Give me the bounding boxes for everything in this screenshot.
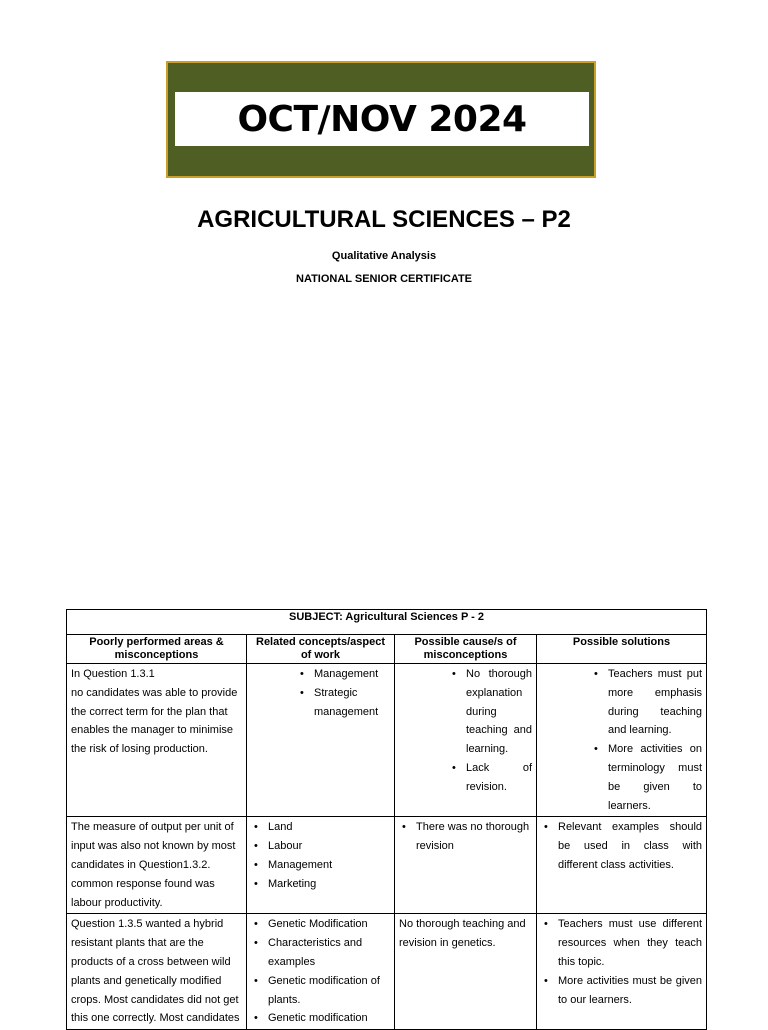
- causes-text: No thorough teaching and revision in genetics.: [399, 918, 526, 950]
- list-item: • Management: [297, 665, 390, 684]
- areas-text: no candidates was able to provide the correct term for the plan that enables the manager to minimise the risk of losing production.: [71, 686, 238, 756]
- header-concepts: Related concepts/aspect of work: [247, 635, 395, 664]
- list-item: • Land: [251, 818, 390, 837]
- areas-text: The measure of output per unit of input was also not known by most candidates in Question1.3.2. common response found was labour productivity.: [71, 821, 236, 909]
- exam-date: OCT/NOV 2024: [237, 98, 527, 140]
- list-item: • Marketing: [251, 875, 390, 894]
- areas-cell: [67, 817, 247, 914]
- list-item: • Genetic modification of plants.: [251, 972, 390, 1010]
- list-item: • Management: [251, 856, 390, 875]
- list-item: • There was no thorough revision: [399, 818, 532, 856]
- list-item: • Genetic modification: [251, 1009, 390, 1028]
- table-row: [67, 914, 707, 1030]
- list-item: • Labour: [251, 837, 390, 856]
- subject-header: SUBJECT: Agricultural Sciences P - 2: [67, 610, 707, 635]
- list-item: • Characteristics and examples: [251, 934, 390, 972]
- table-row: [67, 664, 707, 817]
- header-areas: Poorly performed areas & misconceptions: [67, 635, 247, 664]
- list-item: • No thorough explanation during teaching and learning.: [449, 665, 532, 759]
- list-item: • Teachers must use different resources when they teach this topic.: [541, 915, 702, 971]
- date-banner: [166, 61, 596, 178]
- causes-cell: [395, 817, 537, 914]
- list-item: • Relevant examples should be used in class with different class activities.: [541, 818, 702, 874]
- date-banner-label-box: [175, 92, 589, 146]
- solutions-cell: [537, 664, 707, 817]
- list-item: • Lack of revision.: [449, 759, 532, 797]
- list-item: • More activities on terminology must be given to learners.: [591, 740, 702, 815]
- header-causes: Possible cause/s of misconceptions: [395, 635, 537, 664]
- document-title: AGRICULTURAL SCIENCES – P2: [197, 206, 571, 233]
- solutions-cell: [537, 914, 707, 1030]
- list-item: • Teachers must put more emphasis during teaching and learning.: [591, 665, 702, 740]
- document-subtitle: Qualitative Analysis: [331, 250, 437, 262]
- causes-cell: [395, 914, 537, 1030]
- causes-cell: [395, 664, 537, 817]
- header-solutions: Possible solutions: [537, 635, 707, 664]
- certificate-label: NATIONAL SENIOR CERTIFICATE: [296, 273, 472, 285]
- areas-text: In Question 1.3.1: [71, 668, 155, 680]
- list-item: • Strategic management: [297, 684, 390, 722]
- areas-cell: [67, 914, 247, 1030]
- concepts-cell: [247, 914, 395, 1030]
- column-header-row: [67, 635, 707, 664]
- concepts-cell: [247, 664, 395, 817]
- subject-row: [67, 610, 707, 635]
- analysis-table: [66, 609, 707, 1030]
- areas-cell: [67, 664, 247, 817]
- list-item: • More activities must be given to our learners.: [541, 972, 702, 1010]
- solutions-cell: [537, 817, 707, 914]
- concepts-cell: [247, 817, 395, 914]
- list-item: • Genetic Modification: [251, 915, 390, 934]
- areas-text: Question 1.3.5 wanted a hybrid resistant plants that are the products of a cross between wild plants and genetically modified crops. Most candidates did not get this one correctly. Most candidates: [71, 918, 240, 1025]
- table-row: [67, 817, 707, 914]
